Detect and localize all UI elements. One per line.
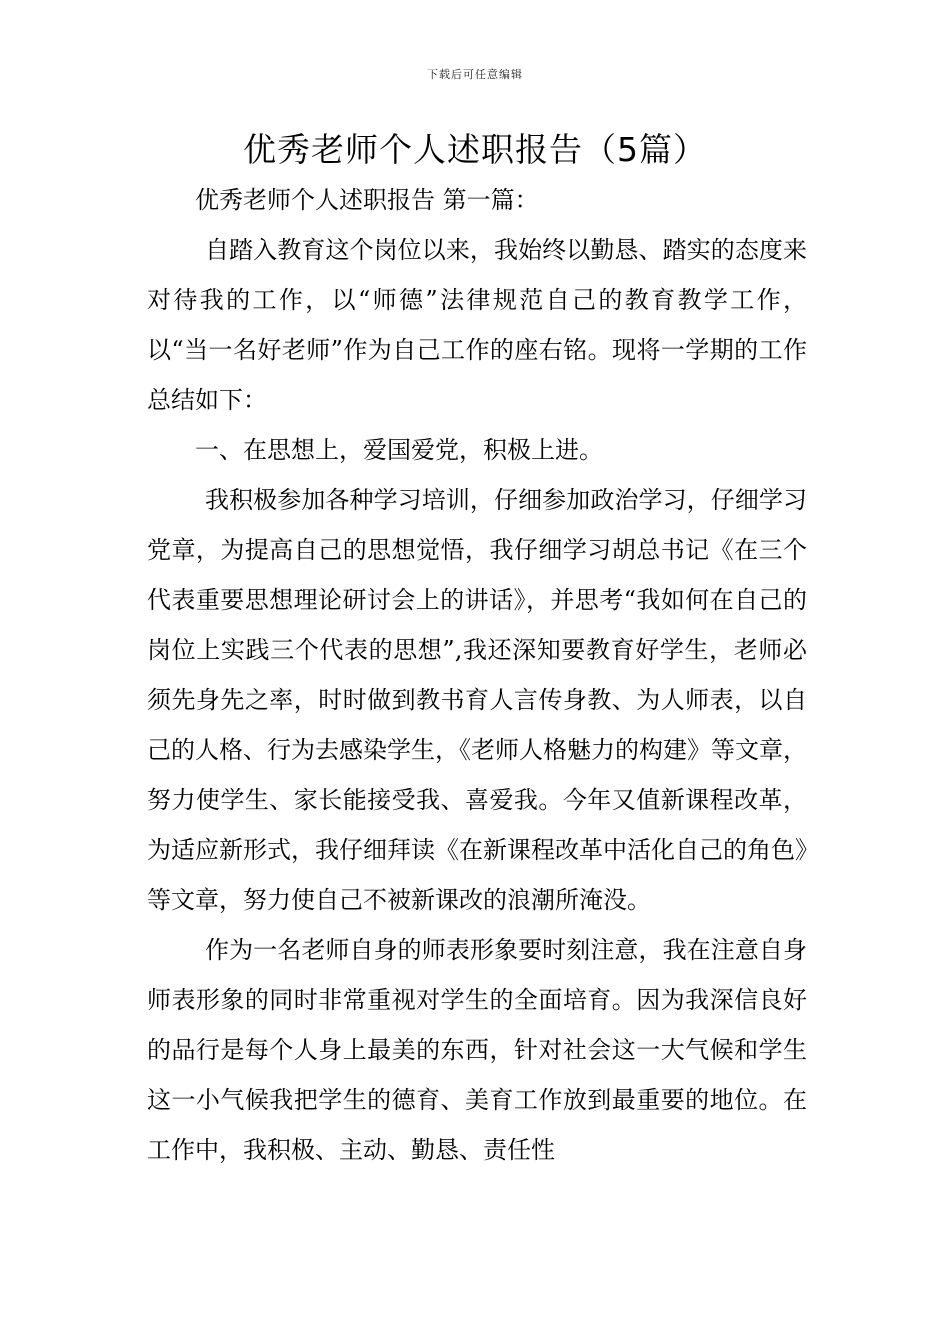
- paragraph-intro: 自踏入教育这个岗位以来，我始终以勤恳、踏实的态度来对待我的工作，以“师德”法律规范自己的教育教学工作，以“当一名好老师”作为自己工作的座右铭。现将一学期的工作总结如下：: [147, 236, 807, 414]
- document-body: [147, 175, 807, 1175]
- paragraph-image: 作为一名老师自身的师表形象要时刻注意，我在注意自身师表形象的同时非常重视对学生的全面培育。因为我深信良好的品行是每个人身上最美的东西，针对社会这一大气候和学生这一小气候我把学生的德育、美育工作放到最重要的地位。在工作中，我积极、主动、勤恳、责任性: [147, 936, 807, 1164]
- section-heading-1: 一、在思想上，爱国爱党，积极上进。: [195, 436, 603, 464]
- header-note: 下载后可任意编辑: [427, 68, 523, 81]
- document-title: 优秀老师个人述职报告（5篇）: [243, 130, 707, 169]
- paragraph-study: 我积极参加各种学习培训，仔细参加政治学习，仔细学习党章，为提高自己的思想觉悟，我仔细学习胡总书记《在三个代表重要思想理论研讨会上的讲话》，并思考“我如何在自己的岗位上实践三个代表的思想”,我还深知要教育好学生，老师必须先身先之率，时时做到教书育人言传身教、为人师表，以自己的人格、行为去感染学生，《老师人格魅力的构建》等文章，努力使学生、家长能接受我、喜爱我。今年又值新课程改革，为适应新形式，我仔细拜读《在新课程改革中活化自己的角色》等文章，努力使自己不被新课改的浪潮所淹没。: [147, 486, 807, 914]
- section-subheading: 优秀老师个人述职报告 第一篇：: [195, 186, 539, 214]
